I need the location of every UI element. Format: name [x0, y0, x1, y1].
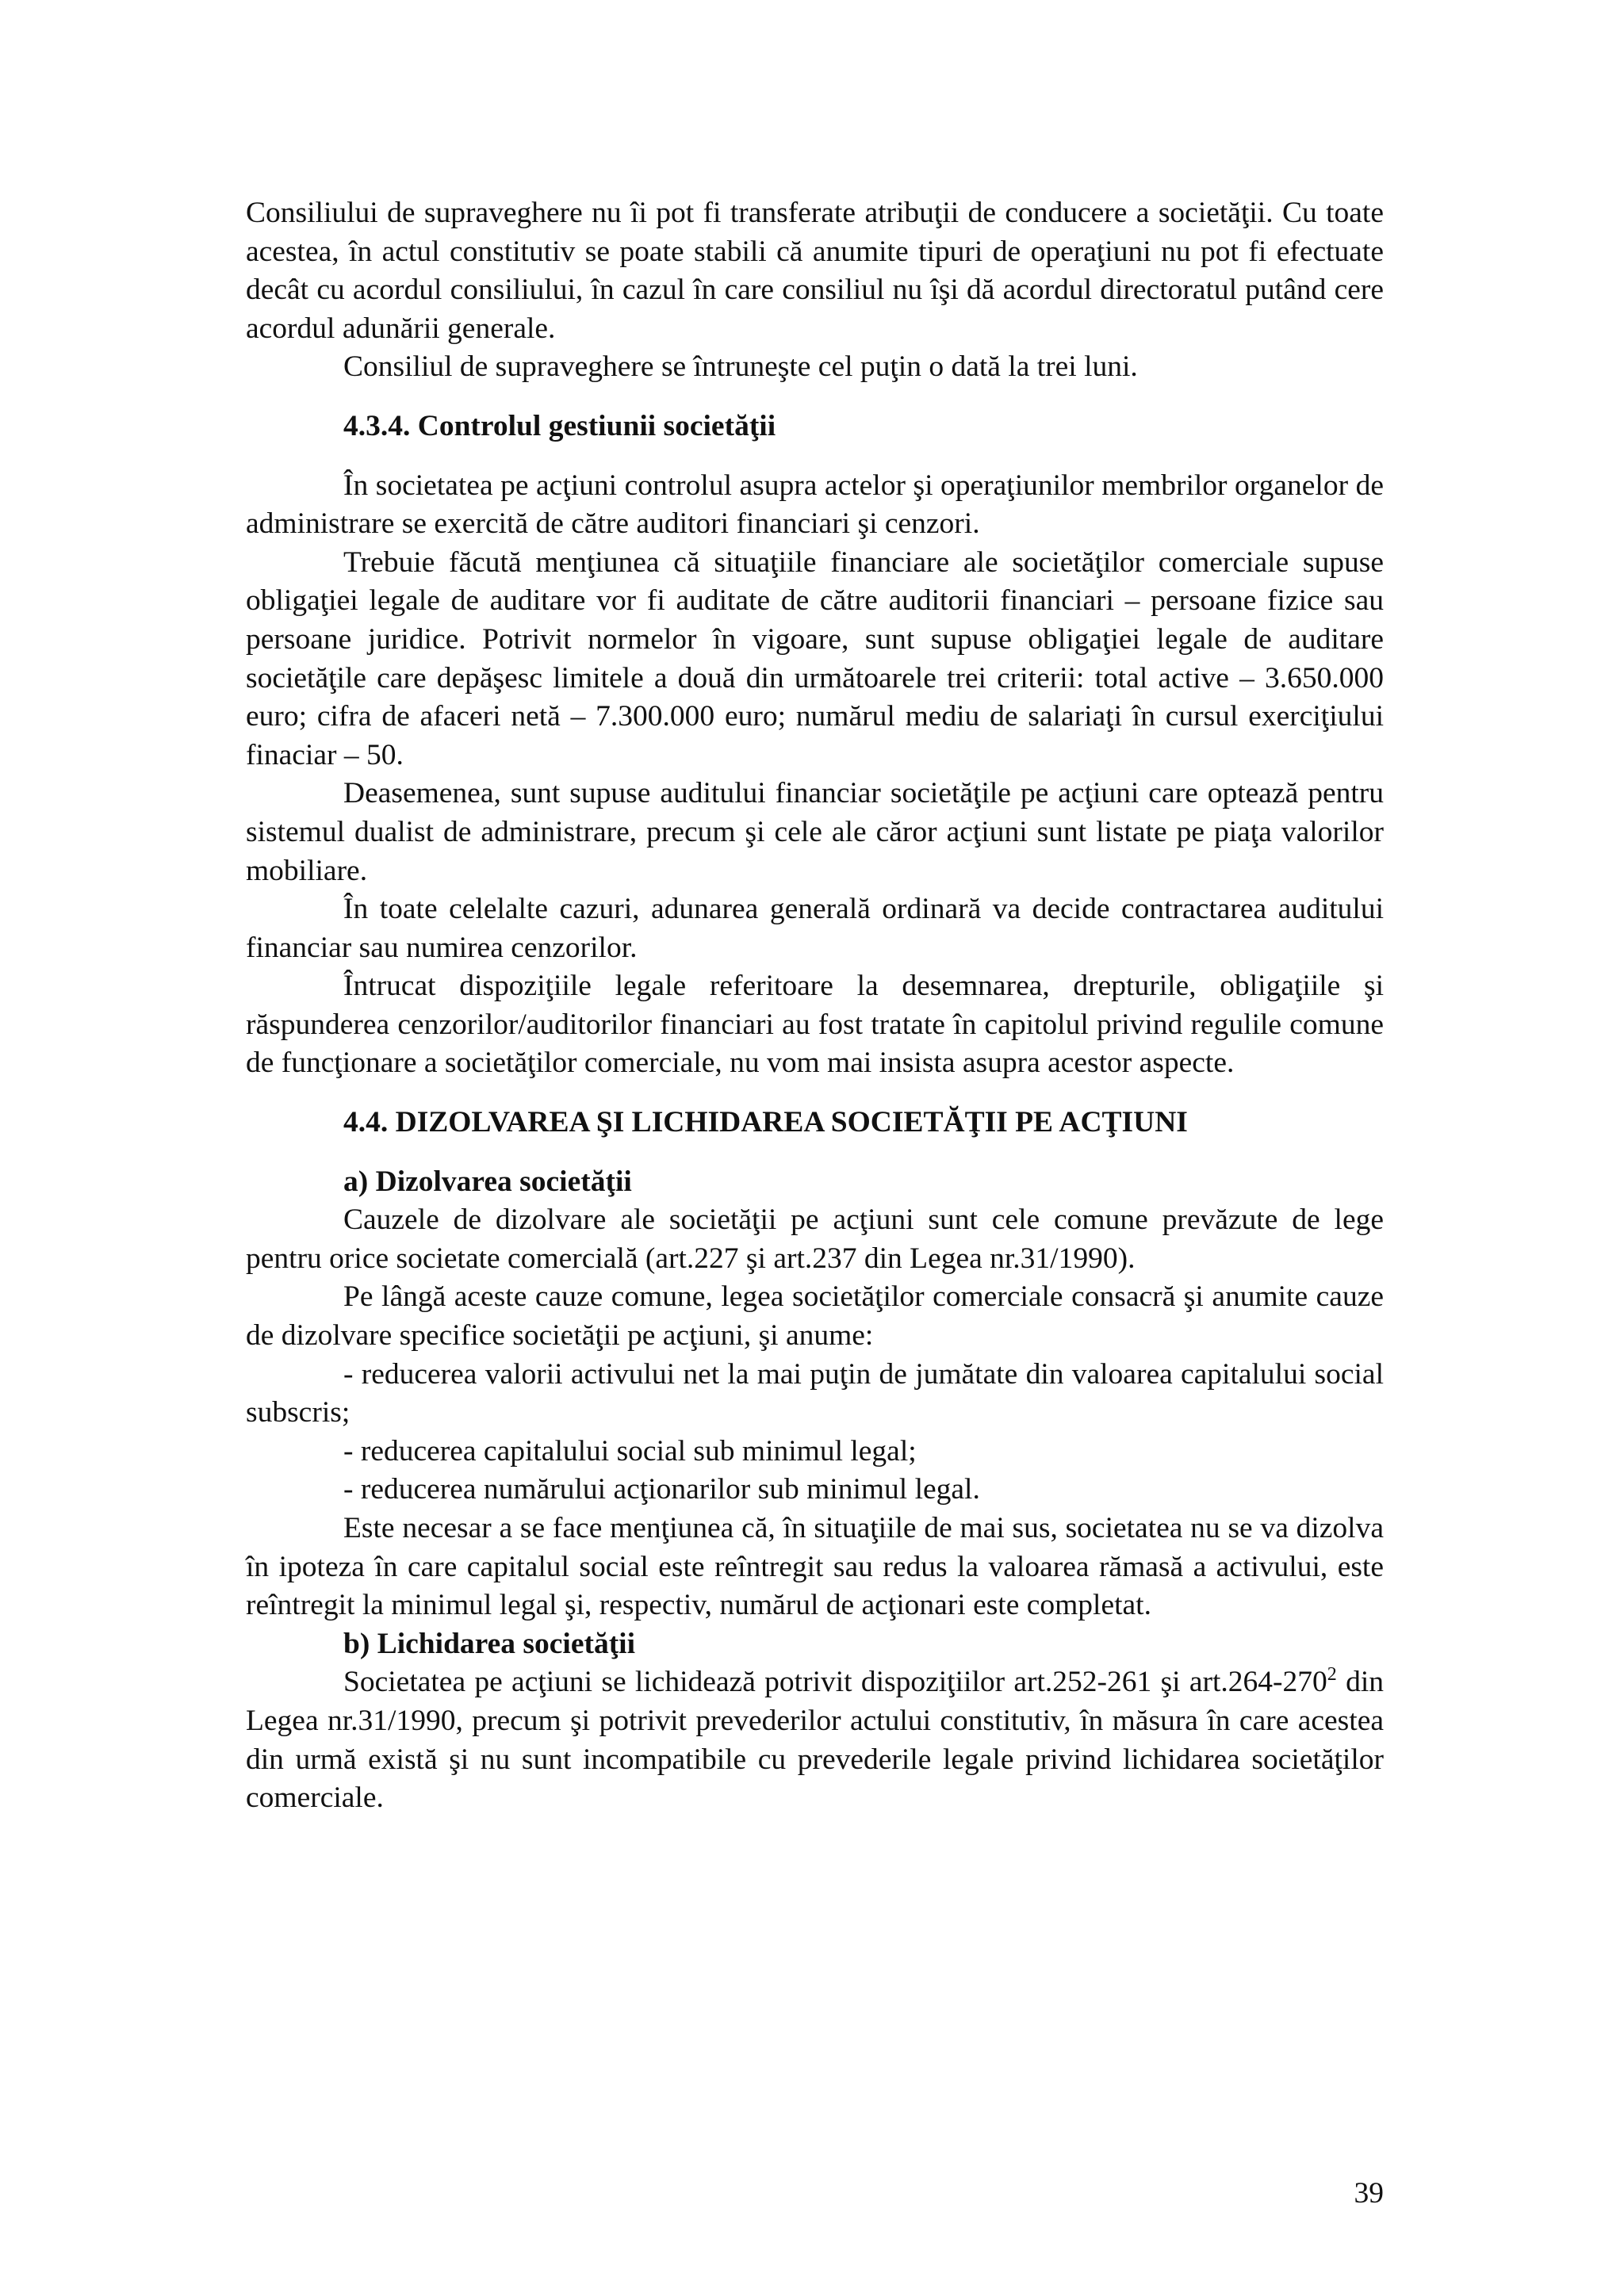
subsection-heading: b) Lichidarea societăţii — [343, 1627, 636, 1660]
paragraph: Pe lângă aceste cauze comune, legea societăţilor comerciale consacră şi anumite cauze de dizolvare specifice societăţii pe acţiuni, şi anume: — [246, 1280, 1384, 1353]
paragraph: Este necesar a se face menţiunea că, în situaţiile de mai sus, societatea nu se va dizolva în ipoteza în care capitalul social este reîntregit sau redus la valoarea rămasă a activului, este reîntregit la minimul legal şi, respectiv, numărul de acţionari este completat. — [246, 1512, 1384, 1622]
paragraph-text: Societatea pe acţiuni se lichidează potrivit dispoziţiilor art.252-261 şi art.264-270 — [343, 1666, 1327, 1699]
paragraph-text: din Legea nr.31/1990, precum şi potrivit prevederilor actului constitutiv, în măsura în care acestea din urmă există şi nu sunt incompatibile cu prevederile legale privind lichidarea societăţilor comerciale. — [246, 1666, 1385, 1815]
paragraph: În toate celelalte cazuri, adunarea generală ordinară va decide contractarea auditului financiar sau numirea cenzorilor. — [246, 893, 1384, 964]
page-number: 39 — [1354, 2177, 1384, 2210]
paragraph: Cauzele de dizolvare ale societăţii pe acţiuni sunt cele comune prevăzute de lege pentru orice societate comercială (art.227 şi art.237 din Legea nr.31/1990). — [246, 1203, 1384, 1275]
section-heading: 4.3.4. Controlul gestiunii societăţii — [343, 409, 776, 442]
superscript: 2 — [1327, 1664, 1337, 1686]
paragraph — [246, 1663, 1384, 1817]
paragraph: Deasemenea, sunt supuse auditului financiar societăţile pe acţiuni care optează pentru sistemul dualist de administrare, precum şi cele ale căror acţiuni sunt listate pe piaţa valorilor mobiliare. — [246, 777, 1384, 887]
subsection-heading: a) Dizolvarea societăţii — [343, 1165, 632, 1198]
chapter-heading: 4.4. DIZOLVAREA ŞI LICHIDAREA SOCIETĂŢII PE ACŢIUNI — [343, 1106, 1188, 1139]
paragraph: Consiliul de supraveghere se întruneşte cel puţin o dată la trei luni. — [343, 350, 1138, 384]
list-item: - reducerea capitalului social sub minimul legal; — [343, 1434, 917, 1468]
paragraph: În societatea pe acţiuni controlul asupra actelor şi operaţiunilor membrilor organelor de administrare se exercită de către auditori financiari şi cenzori. — [246, 469, 1384, 541]
list-item: - reducerea numărului acţionarilor sub minimul legal. — [343, 1473, 980, 1506]
paragraph: Trebuie făcută menţiunea că situaţiile financiare ale societăţilor comerciale supuse obligaţiei legale de auditare vor fi auditate de către auditorii financiari – persoane fizice sau persoane juridice. Potrivit normelor în vigoare, sunt supuse obligaţiei legale de auditare societăţile care depăşesc limitele a două din următoarele trei criterii: total active – 3.650.000 euro; cifra de afaceri netă – 7.300.000 euro; numărul mediu de salariaţi în cursul exerciţiului finaciar – 50. — [246, 545, 1384, 771]
paragraph: Întrucat dispoziţiile legale referitoare la desemnarea, drepturile, obligaţiile şi răspunderea cenzorilor/auditorilor financiari au fost tratate în capitolul privind regulile comune de funcţionare a societăţilor comerciale, nu vom mai insista asupra acestor aspecte. — [246, 970, 1384, 1080]
page-body — [246, 194, 1384, 1818]
list-item: - reducerea valorii activului net la mai puţin de jumătate din valoarea capitalului social subscris; — [246, 1357, 1384, 1429]
paragraph: Consiliului de supraveghere nu îi pot fi transferate atribuţii de conducere a societăţii. Cu toate acestea, în actul constitutiv se poate stabili că anumite tipuri de operaţiuni nu pot fi efectuate decât cu acordul consiliului, în cazul în care consiliul nu îşi dă acordul directoratul putând cere acordul adunării generale. — [246, 197, 1384, 345]
